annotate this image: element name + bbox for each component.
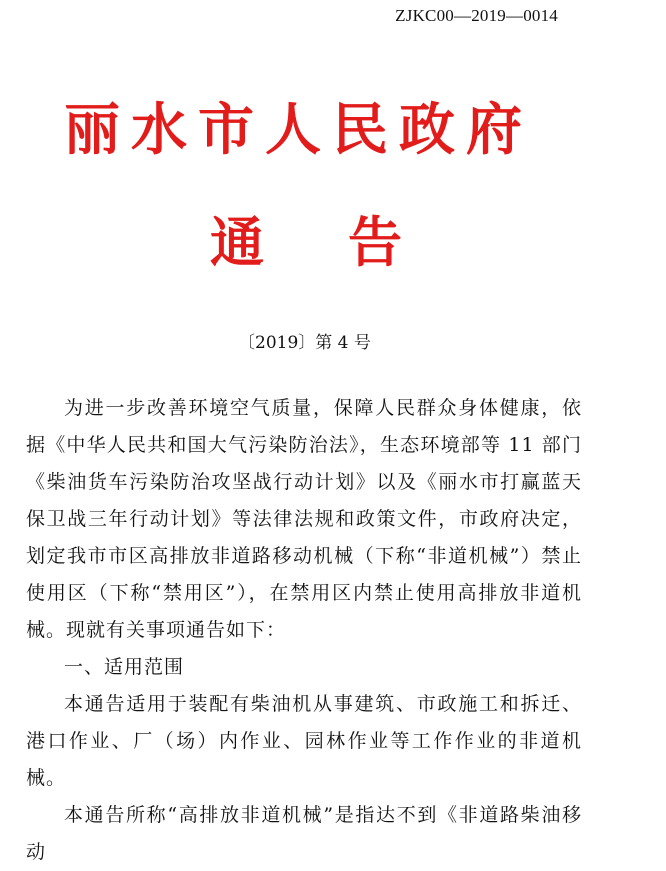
scope-paragraph: 本通告适用于装配有柴油机从事建筑、市政施工和拆迁、港口作业、厂（场）内作业、园林作业等工作作业的非道机械。 bbox=[26, 693, 582, 789]
document-number: ZJKC00—2019—0014 bbox=[395, 6, 558, 25]
definition-paragraph: 本通告所称“高排放非道机械”是指达不到《非道路柴油移动 bbox=[26, 804, 582, 863]
document-type-title: 通告 bbox=[210, 210, 486, 274]
intro-paragraph: 为进一步改善环境空气质量，保障人民群众身体健康，依据《中华人民共和国大气污染防治法》，生态环境部等 11 部门《柴油货车污染防治攻坚战行动计划》以及《丽水市打赢蓝天保卫战三年行动计划》等法律法规和政策文件，市政府决定，划定我市市区高排放非道路移动机械（下称“非道机械”）禁止使用区（下称“禁用区”），在禁用区内禁止使用高排放非道机械。现就有关事项通告如下： bbox=[26, 397, 582, 641]
section-heading-scope: 一、适用范围 bbox=[64, 656, 185, 678]
serial-number: 〔2019〕第 4 号 bbox=[238, 333, 371, 353]
issuer-title: 丽水市人民政府 bbox=[64, 97, 533, 163]
